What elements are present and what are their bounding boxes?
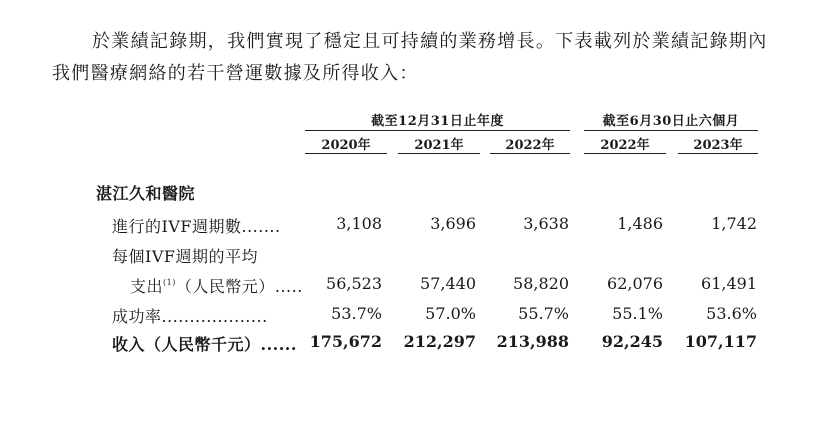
row-label-ivf-cycles: 進行的IVF週期數....... — [112, 217, 281, 236]
table-cell: 55.7% — [518, 304, 569, 323]
table-cell: 1,742 — [711, 214, 757, 233]
year-header-2021: 2021年 — [414, 138, 464, 153]
year-rule — [490, 153, 570, 154]
year-rule — [584, 153, 666, 154]
table-cell: 3,108 — [336, 214, 382, 233]
table-cell: 55.1% — [612, 304, 663, 323]
intro-line-2: 我們醫療網絡的若干營運數據及所得收入： — [52, 63, 419, 84]
table-cell: 212,297 — [403, 332, 476, 351]
table-cell: 57.0% — [425, 304, 476, 323]
year-header-2022-h1: 2022年 — [600, 138, 650, 153]
table-cell: 3,638 — [523, 214, 569, 233]
intro-paragraph — [52, 26, 792, 90]
year-header-2023-h1: 2023年 — [693, 138, 743, 153]
row-label-avg-expense-line1: 每個IVF週期的平均 — [112, 247, 258, 266]
year-header-2022: 2022年 — [505, 138, 555, 153]
year-header-2020: 2020年 — [321, 138, 371, 153]
intro-line-1: 於業績記錄期，我們實現了穩定且可持續的業務增長。下表載列於業績記錄期內 — [92, 31, 768, 52]
table-cell: 53.7% — [331, 304, 382, 323]
table-cell: 92,245 — [601, 332, 663, 351]
table-cell: 62,076 — [607, 274, 663, 293]
table-cell: 57,440 — [420, 274, 476, 293]
table-cell: 107,117 — [684, 332, 757, 351]
table-cell: 61,491 — [701, 274, 757, 293]
table-cell: 213,988 — [496, 332, 569, 351]
year-rule — [398, 153, 480, 154]
table-cell: 175,672 — [309, 332, 382, 351]
group-header-annual: 截至12月31日止年度 — [371, 114, 504, 129]
table-cell: 53.6% — [706, 304, 757, 323]
group-header-interim: 截至6月30日止六個月 — [602, 114, 740, 129]
section-title: 湛江久和醫院 — [96, 184, 196, 203]
year-rule — [678, 153, 758, 154]
table-cell: 1,486 — [617, 214, 663, 233]
table-cell: 56,523 — [326, 274, 382, 293]
row-label-avg-expense-line2: 支出$^{(1)}$（人民幣元）..... — [130, 277, 303, 296]
table-cell: 3,696 — [430, 214, 476, 233]
group-rule-interim — [584, 130, 758, 131]
year-rule — [305, 153, 387, 154]
row-label-revenue: 收入（人民幣千元）...... — [112, 335, 297, 354]
table-cell: 58,820 — [513, 274, 569, 293]
group-rule-annual — [305, 130, 570, 131]
row-label-success-rate: 成功率................... — [112, 307, 268, 326]
